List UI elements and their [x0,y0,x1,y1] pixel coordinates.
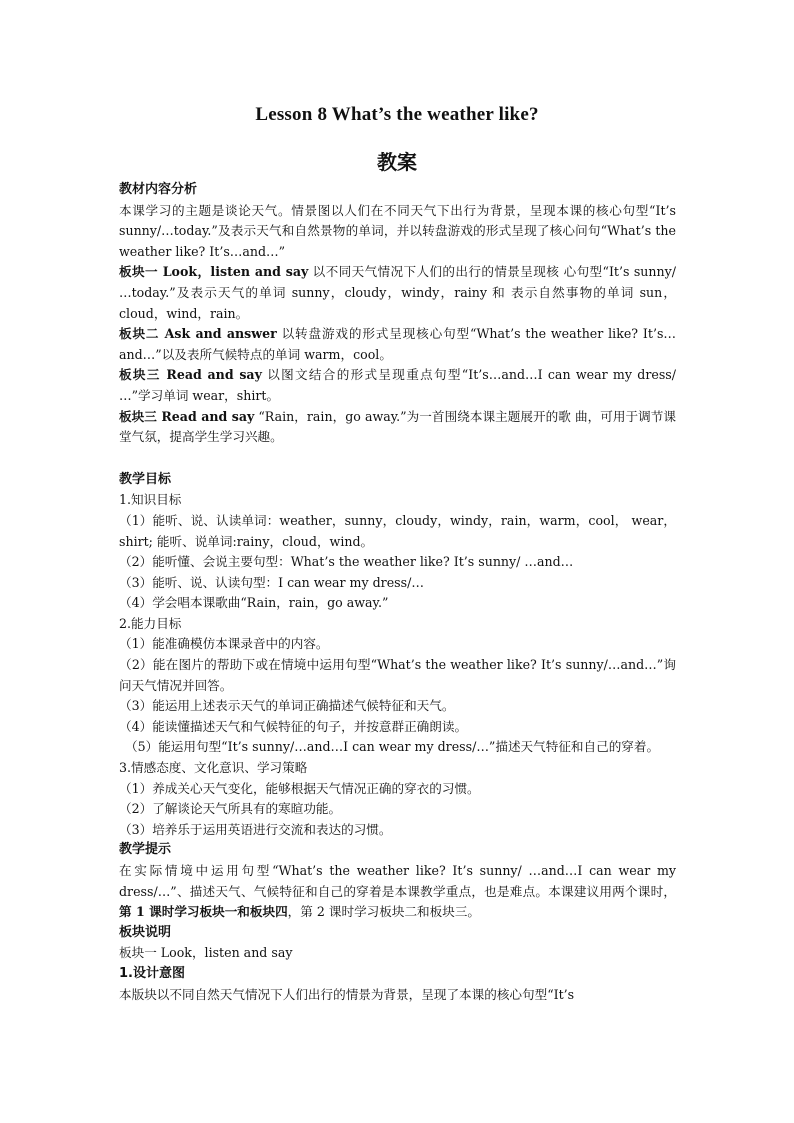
section-heading-objectives: 教学目标 [119,471,172,487]
objective-item: （1）养成关心天气变化，能够根据天气情况正确的穿衣的习惯。 [119,780,480,796]
objective-item: （1）能听、说、认读单词：weather，sunny，cloudy，windy，rain，warm，cool， wear，shirt; 能听、说单词:rainy，cloud，wind。 [119,512,676,549]
objective-group-1: 1.知识目标 [119,492,182,508]
block-4-text: “Rain，rain，go away.”为一首围绕本课主题展开的歌 曲，可用于调节课堂气氛，提高学生学习兴趣。 [119,408,676,445]
objective-item: （2）了解谈论天气所具有的寒暄功能。 [119,801,342,817]
tips-text-bold: 第 1 课时学习板块一和板块四 [119,904,288,920]
document-body [119,180,676,1005]
block-2-text: 以转盘游戏的形式呈现核心句型“What’s the weather like? It’s…and…”以及表所气候特点的单词 warm，cool。 [119,326,677,362]
objective-item: （3）培养乐于运用英语进行交流和表达的习惯。 [119,821,392,837]
objective-item: （3）能运用上述表示天气的单词正确描述气候特征和天气。 [119,698,455,714]
objective-item: （2）能听懂、会说主要句型：What’s the weather like? It’s sunny/ …and… [119,554,574,570]
objective-item: （2）能在图片的帮助下或在情境中运用句型“What’s the weather like? It’s sunny/…and…”询问天气情况并回答。 [119,657,676,693]
section-heading-teaching-tips: 教学提示 [119,842,172,858]
paragraph-block-4 [119,407,676,448]
page-title: Lesson 8 What’s the weather like? [255,104,539,125]
block-notes-line: 板块一 Look，listen and say [119,945,293,961]
spacer [119,448,676,470]
block-2-label: 板块二 Ask and answer [119,326,277,342]
objective-group-2: 2.能力目标 [119,615,182,631]
paragraph-block-2 [119,324,676,365]
tips-text-c: ，第 2 课时学习板块二和板块三。 [287,904,481,920]
objective-item: （1）能准确模仿本课录音中的内容。 [119,636,329,652]
paragraph-teaching-tips [119,861,676,923]
block-3-label: 板块三 Read and say [119,367,262,383]
block-1-label: 板块一 Look，listen and say [119,264,309,280]
page-subtitle: 教案 [377,150,417,174]
paragraph-design-intent: 本版块以不同自然天气情况下人们出行的情景为背景，呈现了本课的核心句型“It’s [119,986,575,1002]
objective-item: （4）学会唱本课歌曲“Rain，rain，go away.” [119,595,389,611]
objective-group-3: 3.情感态度、文化意识、学习策略 [119,760,308,776]
objective-item: （3）能听、说、认读句型：I can wear my dress/… [119,574,424,590]
block-4-label: 板块三 Read and say [119,408,255,424]
objective-item: （5）能运用句型“It’s sunny/…and…I can wear my dress/…”描述天气特征和自己的穿着。 [125,739,660,755]
section-heading-material-analysis: 教材内容分析 [119,182,198,197]
paragraph-block-1 [119,262,676,324]
subheading-design-intent: 1.设计意图 [119,965,185,981]
block-1-text: 以不同天气情况下人们的出行的情景呈现核 心句型“It’s sunny/ …today.”及表示天气的单词 sunny，cloudy，windy，rainy 和 表示自然事物的单词 sun，cloud，wind，rain。 [119,264,676,321]
block-3-text: 以图文结合的形式呈现重点句型“It’s…and…I can wear my dress/ …”学习单词 wear，shirt。 [119,367,676,403]
objective-item: （4）能读懂描述天气和气候特征的句子，并按意群正确朗读。 [119,718,468,734]
paragraph-block-3 [119,365,676,406]
tips-text-a: 在实际情境中运用句型“What’s the weather like? It’s sunny/ …and…I can wear my dress/…”、描述天气、气候特征和自己的穿着是本课教学重点，也是难点。本课建议用两个课时， [119,863,676,899]
paragraph-intro: 本课学习的主题是谈论天气。情景图以人们在不同天气下出行为背景，呈现本课的核心句型“It’s sunny/…today.”及表示天气和自然景物的单词，并以转盘游戏的形式呈现了核心问句“What’s the weather like? It’s…and…” [119,202,676,259]
section-heading-block-notes: 板块说明 [119,924,172,940]
